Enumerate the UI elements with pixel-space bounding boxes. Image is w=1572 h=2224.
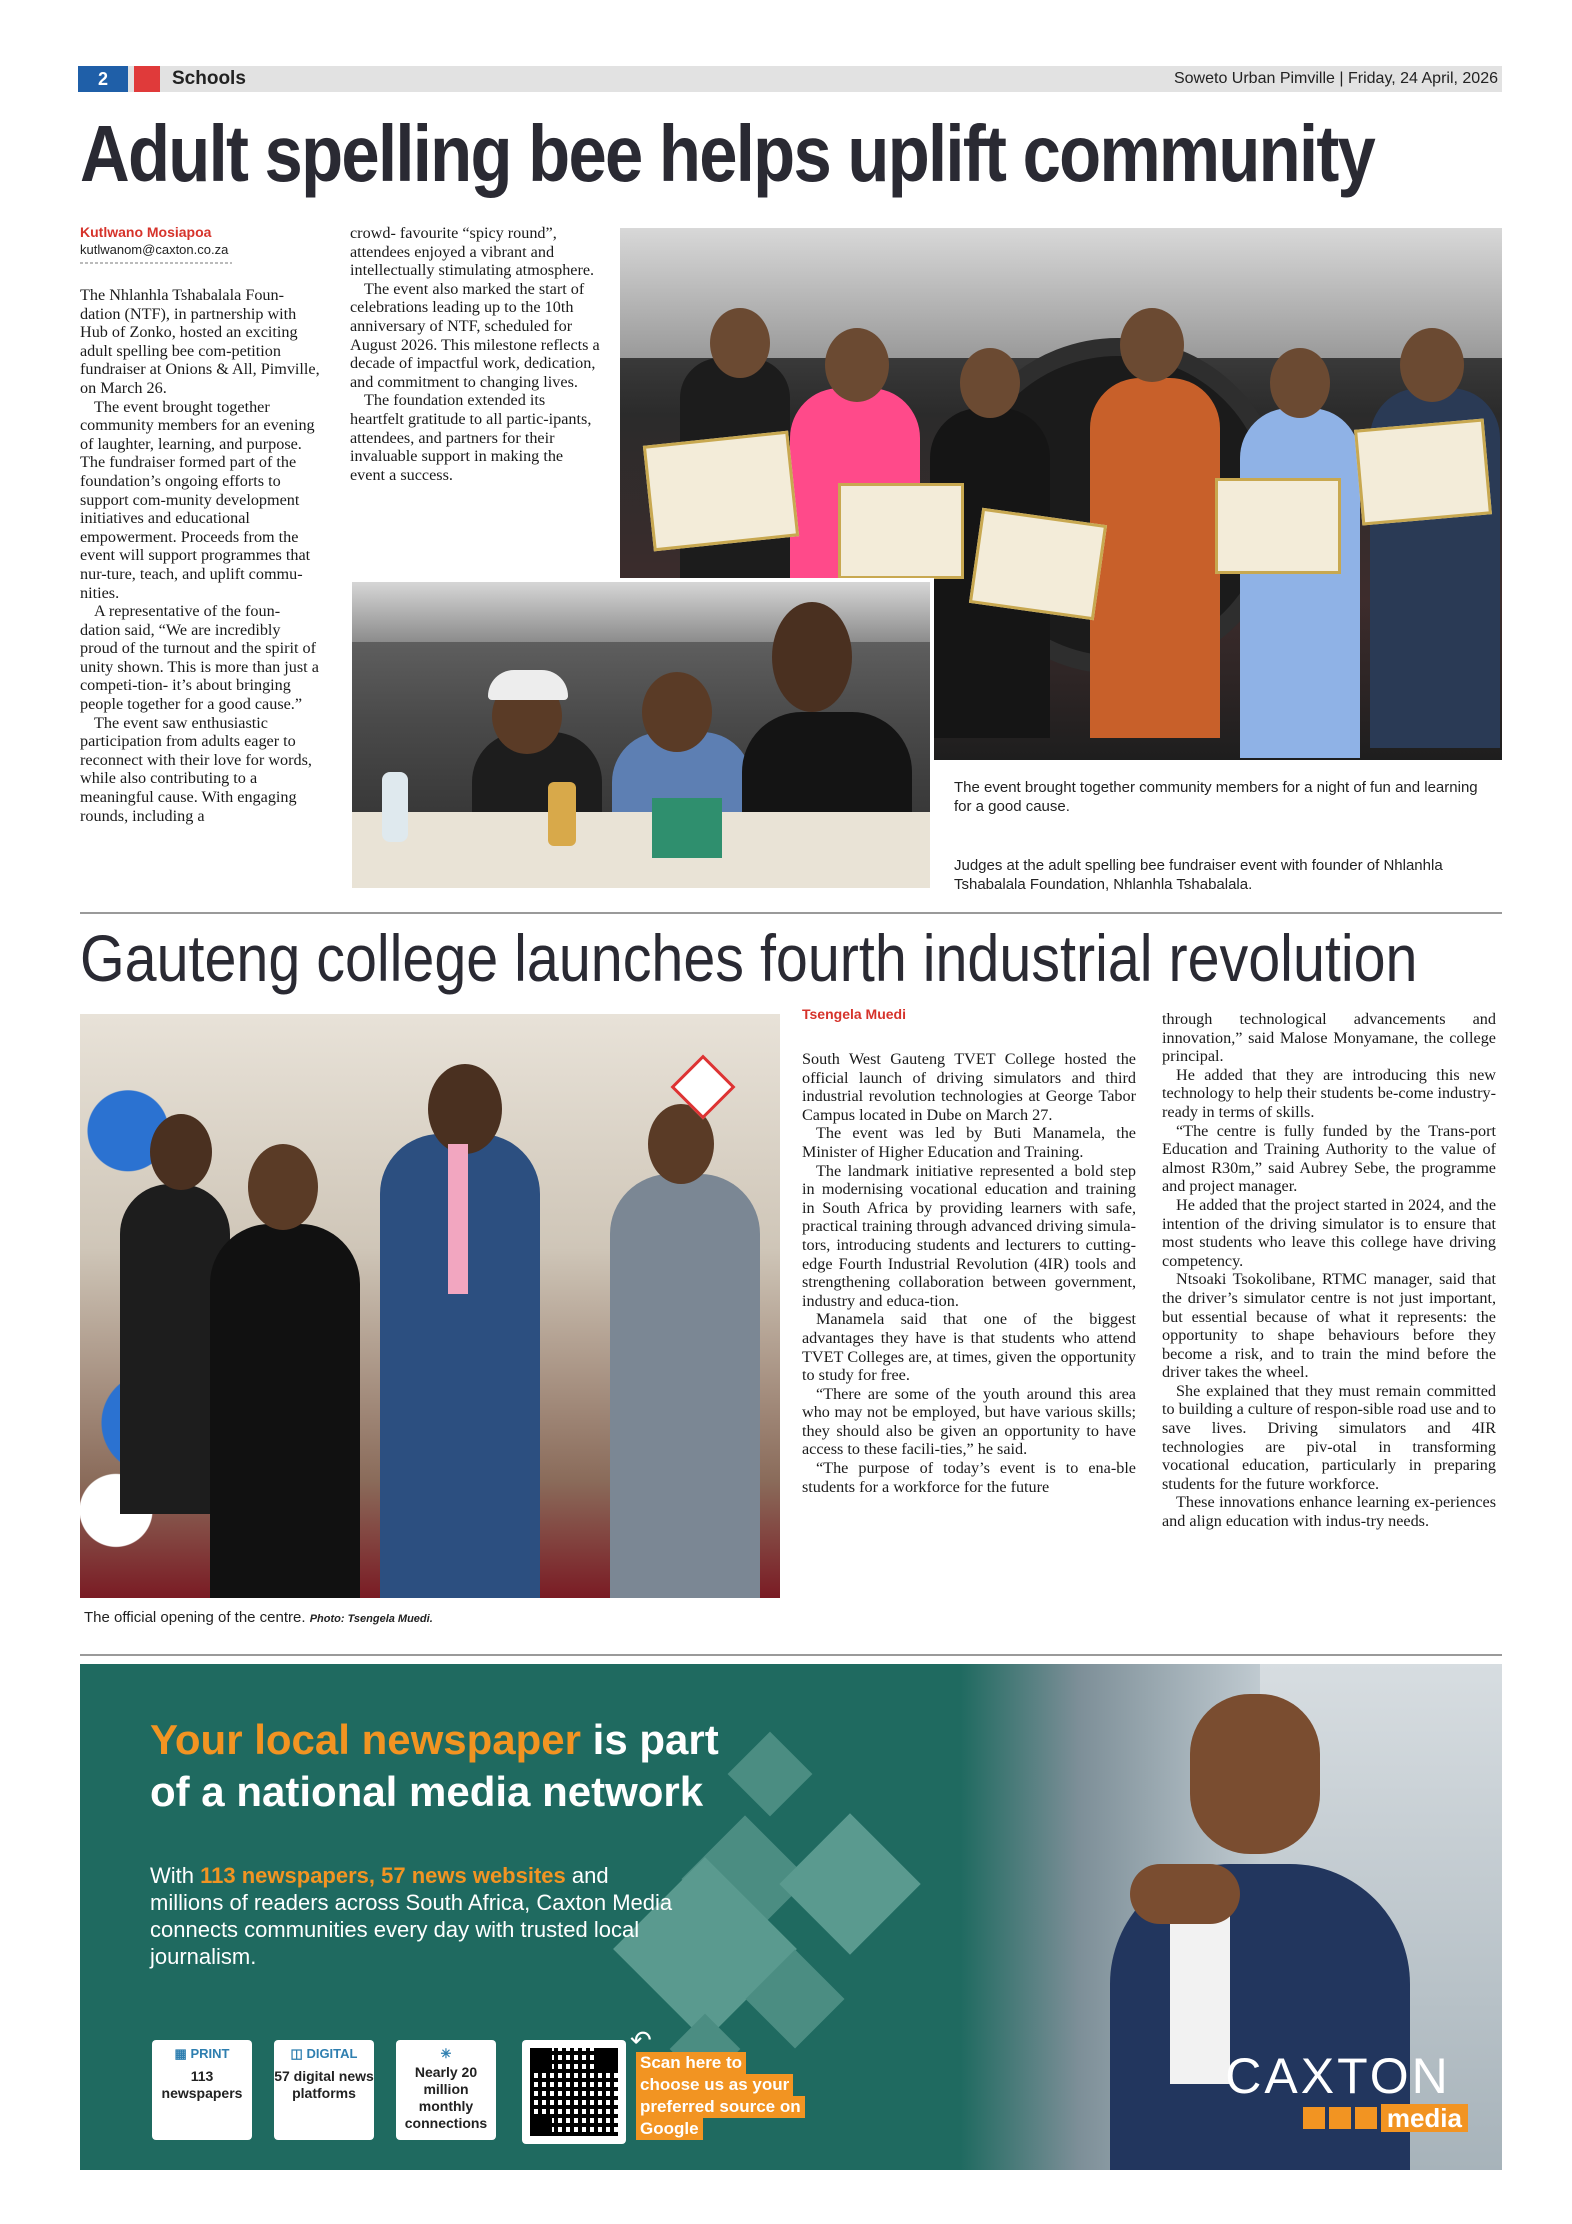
college-photo-caption: [84, 1608, 784, 1629]
paragraph: “There are some of the youth around this area who may not be employed, but have various skills; they should also be given an opportunity to have access to these facili-ties,” he said.: [802, 1384, 1136, 1459]
section-marker: [134, 66, 160, 92]
paragraph: The event was led by Buti Manamela, the Minister of Higher Education and Training.: [802, 1124, 1136, 1161]
paragraph: These innovations enhance learning ex-periences and align education with indus-try needs.: [1162, 1493, 1496, 1531]
photo-credit: Photo: Tsengela Muedi.: [309, 1613, 433, 1625]
qr-code[interactable]: [522, 2040, 626, 2144]
network-icon: ✳: [440, 2046, 452, 2061]
ad-headline-line2: of a national media network: [150, 1768, 704, 1815]
paragraph: A representative of the foun-dation said, “We are incredibly proud of the turnout and the spirit of unity shown. This is more than just a competi-tion- it’s about bringing people together for a good cause.”: [80, 602, 319, 714]
paragraph: South West Gauteng TVET College hosted the official launch of driving simulators and third industrial revolution technologies at George Tabor Campus located in Dube on March 27.: [802, 1050, 1136, 1124]
ad-body-highlight: 113 newspapers, 57 news websites: [200, 1863, 566, 1888]
page-number: 2: [78, 66, 128, 92]
paragraph: The event saw enthusiastic participation from adults eager to reconnect with their love for words, while also contributing to a meaningful cause. With engaging rounds, including a: [80, 713, 312, 825]
article2-column-1: [802, 1050, 1136, 1496]
paragraph: Manamela said that one of the biggest advantages they have is that students who attend TVET Colleges are, at times, given the opportunity to study for free.: [802, 1310, 1136, 1385]
scan-line: Scan here to: [636, 2052, 746, 2074]
paragraph: crowd- favourite “spicy round”, attendees enjoyed a vibrant and intellectually stimulating atmosphere.: [350, 224, 595, 280]
decor-square: [779, 1813, 920, 1954]
digital-card-title: ◫ DIGITAL: [290, 2046, 358, 2061]
print-card-title: ▦ PRINT: [174, 2046, 230, 2061]
scan-line: Google: [636, 2118, 703, 2140]
article1-column-1: [80, 286, 320, 825]
paragraph: He added that the project started in 2024, and the intention of the driving simulator is to ensure that most students who leave this college have driving competency.: [1162, 1195, 1496, 1270]
paragraph: The landmark initiative represented a bold step in modernising vocational education and training in South Africa by providing learners with safe, practical training through advanced driving simula-tors, introducing students and lecturers to cutting-edge Fourth Industrial Revolution (4IR) tools and strengthening collaboration between government, industry and educa-tion.: [802, 1161, 1136, 1310]
college-launch-photo: [80, 1014, 780, 1598]
paragraph: through technological advancements and innovation,” said Malose Monyamane, the college principal.: [1162, 1010, 1496, 1066]
paragraph: She explained that they must remain committed to building a culture of respon-sible road use and to save lives. Driving simulators and 4IR technologies are piv-otal in transforming vocational education, particularly in preparing students for the future workforce.: [1162, 1381, 1497, 1493]
judges-photo: [348, 578, 934, 892]
caxton-logo: [1208, 2048, 1468, 2132]
digital-icon: ◫: [290, 2046, 303, 2061]
paragraph: “The purpose of today’s event is to ena-ble students for a workforce for the future: [802, 1459, 1136, 1496]
paragraph: He added that they are introducing this new technology to help their students be-come industry-ready in terms of skills.: [1162, 1065, 1496, 1121]
dateline: Soweto Urban Pimville | Friday, 24 April, 2026: [1173, 70, 1498, 87]
logo-media-row: [1208, 2104, 1468, 2132]
scan-callout: [636, 2052, 805, 2140]
connections-card: [396, 2040, 496, 2140]
judges-photo-caption: Judges at the adult spelling bee fundraiser event with founder of Nhlanhla Tshabalala Foundation, Nhlanhla Tshabalala.: [954, 857, 1443, 893]
section-divider: [80, 912, 1502, 914]
group-photo-caption: The event brought together community members for a night of fun and learning for a good cause.: [954, 779, 1478, 815]
logo-wordmark: CAXTON: [1225, 2048, 1451, 2104]
paragraph: The foundation extended its heartfelt gratitude to all partic-ipants, attendees, and partners for their invaluable support in making the event a success.: [350, 391, 592, 484]
ad-headline-part: is part: [581, 1716, 719, 1763]
article1-column-2: [350, 224, 600, 484]
curved-arrow-icon: ↶: [630, 2026, 652, 2056]
article1-headline: Adult spelling bee helps uplift community: [80, 109, 1375, 198]
scan-line: choose us as your: [636, 2074, 793, 2096]
logo-media: media: [1381, 2104, 1468, 2132]
print-card: [152, 2040, 252, 2140]
section-label: Schools: [172, 68, 246, 89]
article1-author: Kutlwano Mosiapoa: [80, 224, 212, 240]
section-divider: [80, 1654, 1502, 1656]
digital-card: [274, 2040, 374, 2140]
article2-author: Tsengela Muedi: [802, 1006, 906, 1022]
ad-body: [150, 1862, 680, 1970]
digital-card-value: 57 digital news platforms: [274, 2068, 374, 2101]
paragraph: “The centre is fully funded by the Trans-port Education and Training Authority to the value of almost R30m,” said Aubrey Sebe, the programme and project manager.: [1162, 1121, 1496, 1196]
caxton-advertisement[interactable]: [80, 1664, 1502, 2170]
paragraph: The event also marked the start of celebrations leading up to the 10th anniversary of NTF, scheduled for August 2026. This milestone reflects a decade of impactful work, dedication, and commitment to changing lives.: [350, 279, 600, 391]
paragraph: The Nhlanhla Tshabalala Foun-dation (NTF), in partnership with Hub of Zonko, hosted an exciting adult spelling bee com-petition fundraiser at Onions & All, Pimville, on March 26.: [80, 286, 320, 397]
ad-headline: [150, 1714, 910, 1818]
paragraph: Ntsoaki Tsokolibane, RTMC manager, said that the driver’s simulator centre is not just important, but essential because of what it represents: the opportunity to shape behaviours before they become a risk, and to train the mind before the driver takes the wheel.: [1162, 1270, 1496, 1382]
connections-card-value: Nearly 20 million monthly connections: [404, 2064, 488, 2131]
ad-body-rest: and millions of readers across South Africa, Caxton Media connects communities every day with trusted local journalism.: [150, 1863, 673, 1969]
article2-headline: Gauteng college launches fourth industrial revolution: [80, 921, 1418, 995]
print-icon: ▦: [174, 2046, 187, 2061]
article2-column-2: [1162, 1010, 1496, 1531]
print-card-value: 113 newspapers: [161, 2068, 243, 2101]
paragraph: The event brought together community members for an evening of laughter, learning, and purpose. The fundraiser formed part of the foundation’s ongoing efforts to support com-munity development initiatives and educational empowerment. Proceeds from the event will support programmes that nur-ture, teach, and uplift commu-nities.: [80, 397, 315, 602]
ad-headline-highlight: Your local newspaper: [150, 1716, 582, 1763]
article1-email[interactable]: kutlwanom@caxton.co.za: [80, 242, 229, 257]
byline-divider: [80, 262, 232, 264]
ad-body-prefix: With: [150, 1863, 201, 1888]
scan-line: preferred source on: [636, 2096, 805, 2118]
caption-text: The official opening of the centre.: [84, 1609, 306, 1626]
